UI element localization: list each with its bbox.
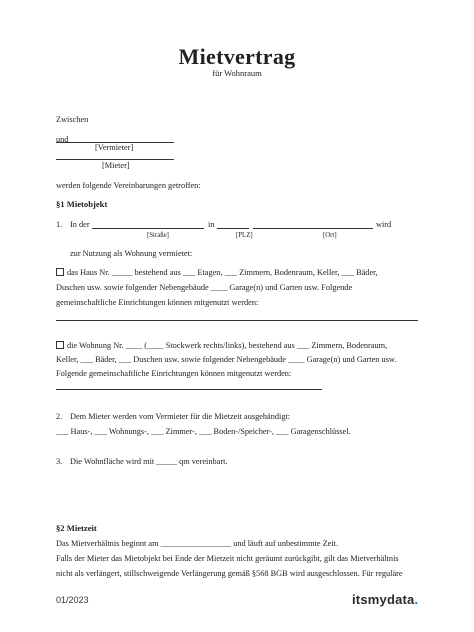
footer-date: 01/2023 xyxy=(56,595,89,605)
item-1-text-start: In der xyxy=(70,220,90,229)
house-checkbox[interactable] xyxy=(56,268,64,276)
document-title: Mietvertrag xyxy=(178,44,296,69)
section-2-line-2: Falls der Mieter das Mietobjekt bei Ende der Mietzeit nicht geräumt zurückgibt, gilt das Mietverhältnis xyxy=(56,554,399,563)
logo-text: itsmydata xyxy=(352,592,415,607)
item-2-line-2: ___ Haus-, ___ Wohnungs-, ___ Zimmer-, ___ Boden-/Speicher-, ___ Garagenschlüssel. xyxy=(56,427,351,436)
item-2-line-1: Dem Mieter werden vom Vermieter für die Mietzeit ausgehändigt: xyxy=(70,412,291,421)
zip-label: [PLZ] xyxy=(236,232,253,239)
document-subtitle: für Wohnraum xyxy=(212,68,262,78)
city-blank-line xyxy=(253,228,373,229)
item-2-number: 2. xyxy=(56,412,63,421)
option-house-line-1 xyxy=(56,267,378,278)
item-1-number: 1. xyxy=(56,220,63,229)
between-label: Zwischen xyxy=(56,115,89,124)
landlord-label: [Vermieter] xyxy=(95,143,134,152)
option-apartment-line-1 xyxy=(56,340,387,351)
option-apartment-text-1: die Wohnung Nr. ____ (____ Stockwerk rechts/links), bestehend aus ___ Zimmern, Bodenraum, xyxy=(67,341,388,350)
and-label: und xyxy=(56,135,69,144)
option-house-text-1: das Haus Nr. _____ bestehend aus ___ Etagen, ___ Zimmern, Bodenraum, Keller, ___ Bäder, xyxy=(67,268,378,277)
item-1-usage-text: zur Nutzung als Wohnung vermietet: xyxy=(70,249,193,258)
option-apartment-line-3: Folgende gemeinschaftliche Einrichtungen können mitgenutzt werden: xyxy=(56,369,292,378)
item-1-text-in: in xyxy=(208,220,215,229)
item-3-text: Die Wohnfläche wird mit _____ qm vereinbart. xyxy=(70,457,228,466)
option-house-line-2: Duschen usw. sowie folgender Nebengebäude ____ Garage(n) und Garten usw. Folgende xyxy=(56,283,353,292)
section-2-heading: §2 Mietzeit xyxy=(56,523,97,533)
apartment-facilities-blank-line xyxy=(56,389,322,390)
item-3-number: 3. xyxy=(56,457,63,466)
item-1-text-end: wird xyxy=(376,220,392,229)
zip-blank-line xyxy=(217,228,249,229)
section-2-line-1: Das Mietverhältnis beginnt am _________________ und läuft auf unbestimmte Zeit. xyxy=(56,539,339,548)
section-2-line-3: nicht als verlängert, stillschweigende Verlängerung gemäß §568 BGB wird ausgeschlossen. Für reguläre xyxy=(56,569,403,578)
option-house-line-3: gemeinschaftliche Einrichtungen können mitgenutzt werden: xyxy=(56,298,259,307)
option-apartment-line-2: Keller, ___ Bäder, ___ Duschen usw. sowie folgender Nebengebäude ____ Garage(n) und Garten usw. xyxy=(56,355,397,364)
tenant-label: [Mieter] xyxy=(102,161,130,170)
section-1-heading: §1 Mietobjekt xyxy=(56,199,108,209)
street-blank-line xyxy=(92,228,204,229)
apartment-checkbox[interactable] xyxy=(56,341,64,349)
logo-dot: . xyxy=(414,592,419,607)
street-label: [Straße] xyxy=(147,232,169,239)
itsmydata-logo xyxy=(352,592,418,607)
agreement-intro: werden folgende Vereinbarungen getroffen: xyxy=(56,181,201,190)
house-facilities-blank-line xyxy=(56,320,418,321)
city-label: [Ort] xyxy=(323,232,337,239)
